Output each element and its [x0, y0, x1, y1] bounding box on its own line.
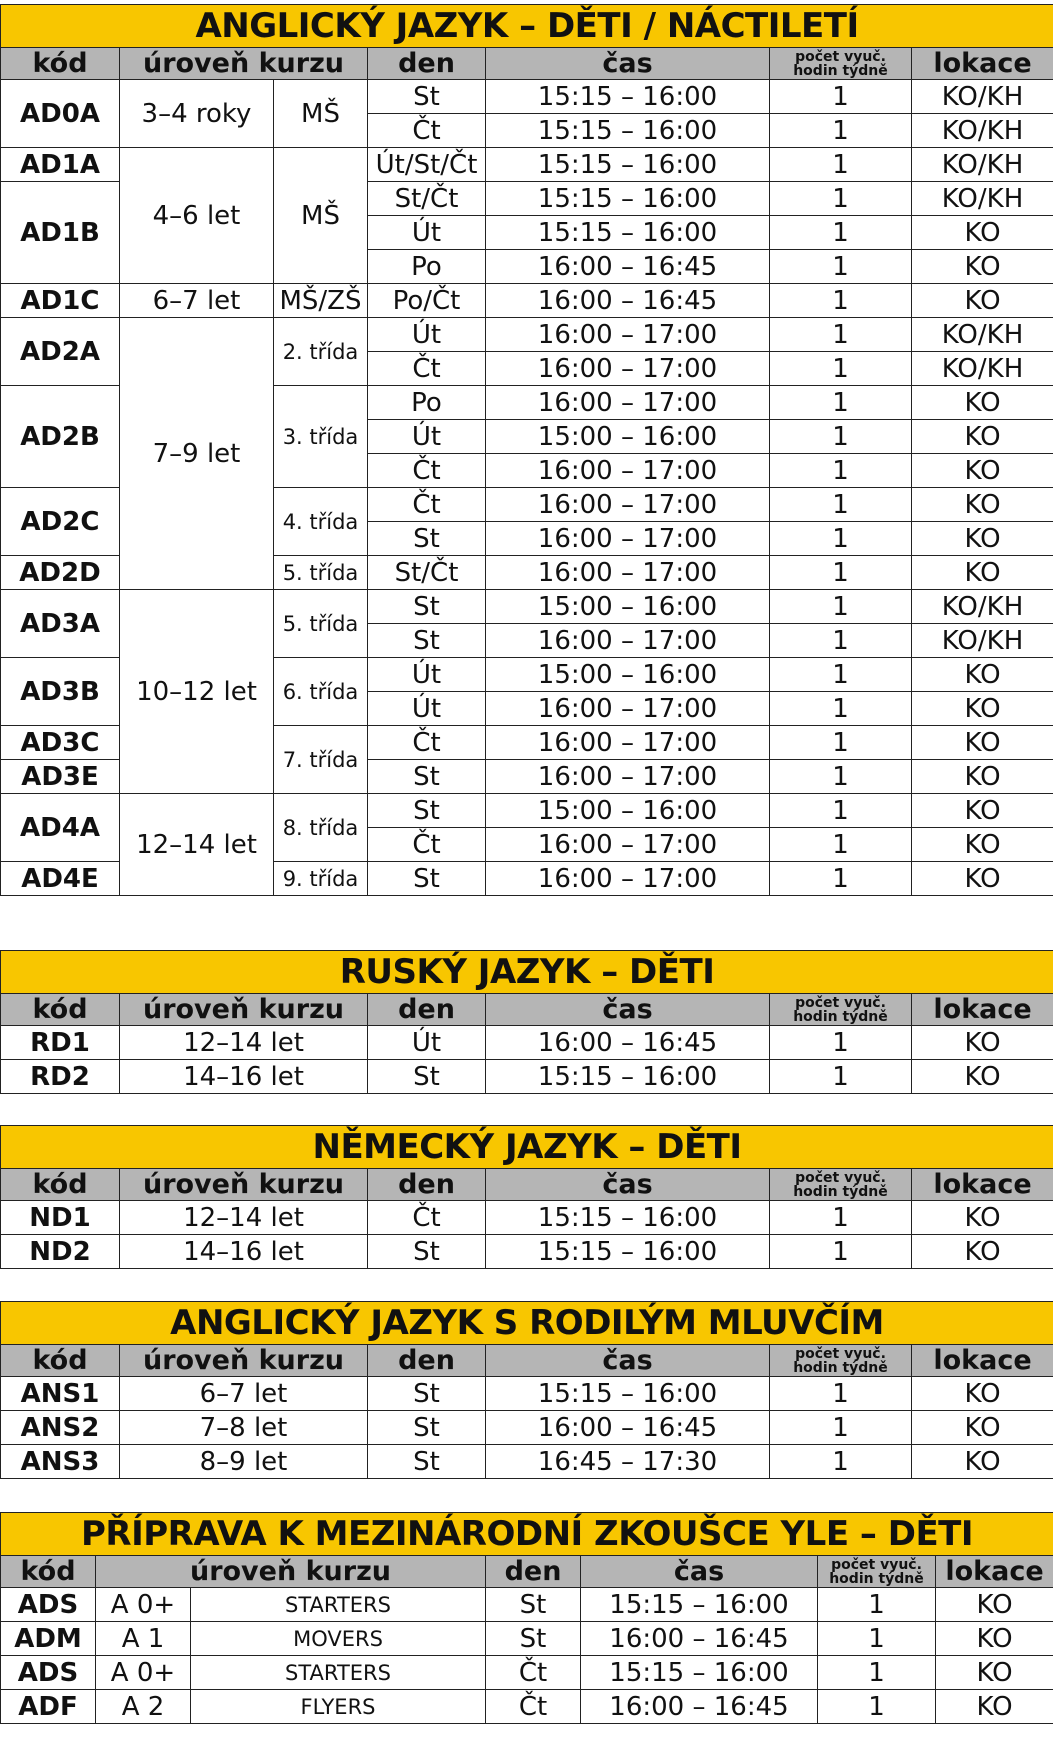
location: KO — [912, 488, 1053, 522]
course-code: RD1 — [1, 1026, 120, 1060]
day: St — [368, 522, 486, 556]
course-code: ADF — [1, 1690, 96, 1724]
day: St — [368, 590, 486, 624]
day: Po — [368, 386, 486, 420]
day: St — [368, 862, 486, 896]
location: KO — [912, 760, 1053, 794]
section-title: NĚMECKÝ JAZYK – DĚTI — [1, 1126, 1053, 1169]
table-row — [1, 1445, 1053, 1479]
time: 16:00 – 17:00 — [486, 862, 770, 896]
header-hours: počet vyuč. hodin týdně — [770, 1169, 912, 1201]
day: Út — [368, 420, 486, 454]
location: KO — [912, 420, 1053, 454]
age-range: 12–14 let — [120, 794, 274, 896]
location: KO/KH — [912, 590, 1053, 624]
header-location: lokace — [936, 1556, 1053, 1588]
day: St — [368, 760, 486, 794]
time: 16:00 – 16:45 — [486, 1411, 770, 1445]
hours: 1 — [770, 1060, 912, 1094]
header-hours: počet vyuč. hodin týdně — [770, 1345, 912, 1377]
hours: 1 — [818, 1656, 936, 1690]
school-group: 2. třída — [274, 318, 368, 386]
header-level: úroveň kurzu — [96, 1556, 486, 1588]
course-code: AD2A — [1, 318, 120, 386]
table-row — [1, 1060, 1053, 1094]
hours: 1 — [770, 862, 912, 896]
exam-name: STARTERS — [191, 1656, 486, 1690]
exam-name: MOVERS — [191, 1622, 486, 1656]
day: Út/St/Čt — [368, 148, 486, 182]
hours: 1 — [770, 216, 912, 250]
location: KO/KH — [912, 624, 1053, 658]
course-code: ND2 — [1, 1235, 120, 1269]
header-time: čas — [486, 1345, 770, 1377]
day: St/Čt — [368, 182, 486, 216]
location: KO — [912, 726, 1053, 760]
time: 16:00 – 17:00 — [486, 488, 770, 522]
location: KO — [912, 1377, 1053, 1411]
time: 15:00 – 16:00 — [486, 794, 770, 828]
day: St — [368, 1411, 486, 1445]
day: Po/Čt — [368, 284, 486, 318]
location: KO — [912, 794, 1053, 828]
location: KO — [912, 862, 1053, 896]
russian-children-table — [0, 950, 1053, 1094]
age-range: 6–7 let — [120, 284, 274, 318]
school-group: 5. třída — [274, 556, 368, 590]
table-row — [1, 1026, 1053, 1060]
course-code: ADM — [1, 1622, 96, 1656]
time: 16:00 – 17:00 — [486, 726, 770, 760]
section-title: RUSKÝ JAZYK – DĚTI — [1, 951, 1053, 994]
section-yle-exam — [0, 1512, 1053, 1724]
hours: 1 — [770, 658, 912, 692]
time: 16:00 – 17:00 — [486, 624, 770, 658]
header-time: čas — [486, 1169, 770, 1201]
hours: 1 — [770, 624, 912, 658]
age-range: 7–9 let — [120, 318, 274, 590]
location: KO — [912, 1235, 1053, 1269]
level: 8–9 let — [120, 1445, 368, 1479]
day: Út — [368, 318, 486, 352]
school-group: 7. třída — [274, 726, 368, 794]
school-group: 9. třída — [274, 862, 368, 896]
table-row — [1, 1235, 1053, 1269]
course-code: ANS3 — [1, 1445, 120, 1479]
header-hours: počet vyuč. hodin týdně — [770, 994, 912, 1026]
school-group: 5. třída — [274, 590, 368, 658]
english-native-table — [0, 1301, 1053, 1479]
hours: 1 — [770, 1026, 912, 1060]
course-code: AD2D — [1, 556, 120, 590]
header-level: úroveň kurzu — [120, 48, 368, 80]
header-hours: počet vyuč. hodin týdně — [818, 1556, 936, 1588]
location: KO — [936, 1622, 1053, 1656]
german-children-table — [0, 1125, 1053, 1269]
time: 15:15 – 16:00 — [486, 80, 770, 114]
table-row — [1, 1377, 1053, 1411]
header-location: lokace — [912, 48, 1053, 80]
hours: 1 — [770, 114, 912, 148]
day: St — [368, 1235, 486, 1269]
course-code: ANS1 — [1, 1377, 120, 1411]
day: Út — [368, 216, 486, 250]
day: Čt — [368, 1201, 486, 1235]
location: KO/KH — [912, 318, 1053, 352]
hours: 1 — [770, 80, 912, 114]
course-code: AD3E — [1, 760, 120, 794]
time: 15:15 – 16:00 — [486, 1201, 770, 1235]
header-code: kód — [1, 1345, 120, 1377]
time: 16:00 – 17:00 — [486, 386, 770, 420]
header-day: den — [368, 1345, 486, 1377]
time: 15:15 – 16:00 — [486, 114, 770, 148]
day: Čt — [368, 488, 486, 522]
header-level: úroveň kurzu — [120, 1169, 368, 1201]
location: KO — [912, 1445, 1053, 1479]
time: 16:00 – 17:00 — [486, 522, 770, 556]
day: Čt — [368, 114, 486, 148]
location: KO — [912, 1060, 1053, 1094]
hours: 1 — [770, 318, 912, 352]
location: KO — [936, 1656, 1053, 1690]
location: KO — [912, 692, 1053, 726]
school-group: 3. třída — [274, 386, 368, 488]
hours: 1 — [770, 182, 912, 216]
level: 14–16 let — [120, 1060, 368, 1094]
yle-exam-table — [0, 1512, 1053, 1724]
day: St — [368, 80, 486, 114]
course-code: ND1 — [1, 1201, 120, 1235]
time: 16:00 – 17:00 — [486, 318, 770, 352]
time: 16:00 – 16:45 — [581, 1622, 818, 1656]
hours: 1 — [770, 828, 912, 862]
course-code: AD2B — [1, 386, 120, 488]
section-english-children — [0, 4, 1053, 896]
cefr-level: A 2 — [96, 1690, 191, 1724]
cefr-level: A 0+ — [96, 1656, 191, 1690]
table-row — [1, 590, 1053, 624]
school-group: MŠ — [274, 80, 368, 148]
day: St — [368, 794, 486, 828]
header-level: úroveň kurzu — [120, 1345, 368, 1377]
location: KO — [912, 250, 1053, 284]
hours: 1 — [770, 250, 912, 284]
course-code: ADS — [1, 1588, 96, 1622]
location: KO — [912, 658, 1053, 692]
day: Čt — [368, 726, 486, 760]
location: KO — [936, 1588, 1053, 1622]
course-code: RD2 — [1, 1060, 120, 1094]
day: Út — [368, 1026, 486, 1060]
hours: 1 — [770, 454, 912, 488]
age-range: 3–4 roky — [120, 80, 274, 148]
time: 15:00 – 16:00 — [486, 590, 770, 624]
hours: 1 — [770, 1235, 912, 1269]
day: Čt — [368, 828, 486, 862]
hours: 1 — [770, 386, 912, 420]
hours: 1 — [770, 556, 912, 590]
header-day: den — [368, 1169, 486, 1201]
time: 16:00 – 17:00 — [486, 352, 770, 386]
level: 12–14 let — [120, 1026, 368, 1060]
header-day: den — [368, 994, 486, 1026]
time: 16:00 – 16:45 — [486, 1026, 770, 1060]
course-code: AD1B — [1, 182, 120, 284]
time: 16:00 – 16:45 — [581, 1690, 818, 1724]
location: KO — [936, 1690, 1053, 1724]
header-code: kód — [1, 1169, 120, 1201]
day: Út — [368, 658, 486, 692]
table-row — [1, 1411, 1053, 1445]
course-code: AD3C — [1, 726, 120, 760]
location: KO — [912, 386, 1053, 420]
section-title: ANGLICKÝ JAZYK S RODILÝM MLUVČÍM — [1, 1302, 1053, 1345]
course-code: AD1C — [1, 284, 120, 318]
hours: 1 — [770, 590, 912, 624]
location: KO — [912, 828, 1053, 862]
exam-name: STARTERS — [191, 1588, 486, 1622]
time: 16:00 – 17:00 — [486, 556, 770, 590]
time: 15:15 – 16:00 — [486, 1235, 770, 1269]
table-row — [1, 1201, 1053, 1235]
time: 15:15 – 16:00 — [581, 1588, 818, 1622]
day: St — [368, 1060, 486, 1094]
cefr-level: A 0+ — [96, 1588, 191, 1622]
header-code: kód — [1, 48, 120, 80]
location: KO/KH — [912, 182, 1053, 216]
location: KO — [912, 556, 1053, 590]
hours: 1 — [770, 1445, 912, 1479]
table-row — [1, 284, 1053, 318]
header-day: den — [368, 48, 486, 80]
hours: 1 — [770, 352, 912, 386]
hours: 1 — [770, 760, 912, 794]
hours: 1 — [770, 420, 912, 454]
time: 15:15 – 16:00 — [581, 1656, 818, 1690]
level: 12–14 let — [120, 1201, 368, 1235]
hours: 1 — [770, 794, 912, 828]
day: Čt — [486, 1690, 581, 1724]
time: 15:15 – 16:00 — [486, 216, 770, 250]
time: 16:00 – 17:00 — [486, 828, 770, 862]
header-hours: počet vyuč. hodin týdně — [770, 48, 912, 80]
time: 16:00 – 17:00 — [486, 760, 770, 794]
day: Po — [368, 250, 486, 284]
hours: 1 — [818, 1622, 936, 1656]
course-code: ANS2 — [1, 1411, 120, 1445]
time: 16:00 – 16:45 — [486, 284, 770, 318]
location: KO — [912, 1201, 1053, 1235]
time: 16:00 – 17:00 — [486, 454, 770, 488]
table-row — [1, 148, 1053, 182]
cefr-level: A 1 — [96, 1622, 191, 1656]
hours: 1 — [770, 284, 912, 318]
english-children-table — [0, 4, 1053, 896]
header-time: čas — [581, 1556, 818, 1588]
day: Čt — [368, 352, 486, 386]
time: 15:00 – 16:00 — [486, 420, 770, 454]
table-row — [1, 1690, 1053, 1724]
hours: 1 — [770, 522, 912, 556]
location: KO — [912, 216, 1053, 250]
day: St — [486, 1588, 581, 1622]
day: Čt — [486, 1656, 581, 1690]
location: KO — [912, 1026, 1053, 1060]
time: 16:00 – 16:45 — [486, 250, 770, 284]
header-code: kód — [1, 994, 120, 1026]
hours: 1 — [770, 726, 912, 760]
hours: 1 — [770, 148, 912, 182]
course-code: AD3A — [1, 590, 120, 658]
section-title: ANGLICKÝ JAZYK – DĚTI / NÁCTILETÍ — [1, 5, 1053, 48]
school-group: MŠ — [274, 148, 368, 284]
location: KO — [912, 284, 1053, 318]
hours: 1 — [770, 488, 912, 522]
time: 16:45 – 17:30 — [486, 1445, 770, 1479]
hours: 1 — [770, 1377, 912, 1411]
time: 15:15 – 16:00 — [486, 182, 770, 216]
header-time: čas — [486, 994, 770, 1026]
table-row — [1, 794, 1053, 828]
location: KO/KH — [912, 352, 1053, 386]
course-code: AD4A — [1, 794, 120, 862]
course-code: AD4E — [1, 862, 120, 896]
location: KO — [912, 1411, 1053, 1445]
course-code: AD3B — [1, 658, 120, 726]
section-english-native — [0, 1301, 1053, 1479]
day: St — [368, 624, 486, 658]
level: 7–8 let — [120, 1411, 368, 1445]
table-row — [1, 1656, 1053, 1690]
school-group: 6. třída — [274, 658, 368, 726]
header-location: lokace — [912, 994, 1053, 1026]
location: KO/KH — [912, 80, 1053, 114]
table-row — [1, 1588, 1053, 1622]
hours: 1 — [818, 1588, 936, 1622]
day: St — [368, 1445, 486, 1479]
course-code: ADS — [1, 1656, 96, 1690]
location: KO/KH — [912, 148, 1053, 182]
age-range: 4–6 let — [120, 148, 274, 284]
location: KO — [912, 522, 1053, 556]
table-row — [1, 1622, 1053, 1656]
exam-name: FLYERS — [191, 1690, 486, 1724]
age-range: 10–12 let — [120, 590, 274, 794]
section-german-children — [0, 1125, 1053, 1269]
hours: 1 — [770, 1411, 912, 1445]
school-group: MŠ/ZŠ — [274, 284, 368, 318]
header-code: kód — [1, 1556, 96, 1588]
header-time: čas — [486, 48, 770, 80]
time: 15:15 – 16:00 — [486, 1060, 770, 1094]
time: 15:15 – 16:00 — [486, 148, 770, 182]
school-group: 8. třída — [274, 794, 368, 862]
header-location: lokace — [912, 1345, 1053, 1377]
time: 16:00 – 17:00 — [486, 692, 770, 726]
school-group: 4. třída — [274, 488, 368, 556]
table-row — [1, 318, 1053, 352]
location: KO/KH — [912, 114, 1053, 148]
day: St/Čt — [368, 556, 486, 590]
day: St — [368, 1377, 486, 1411]
header-location: lokace — [912, 1169, 1053, 1201]
day: Út — [368, 692, 486, 726]
hours: 1 — [818, 1690, 936, 1724]
course-code: AD2C — [1, 488, 120, 556]
day: Čt — [368, 454, 486, 488]
course-code: AD0A — [1, 80, 120, 148]
table-row — [1, 80, 1053, 114]
header-level: úroveň kurzu — [120, 994, 368, 1026]
header-day: den — [486, 1556, 581, 1588]
section-russian-children — [0, 950, 1053, 1094]
course-code: AD1A — [1, 148, 120, 182]
time: 15:15 – 16:00 — [486, 1377, 770, 1411]
hours: 1 — [770, 1201, 912, 1235]
level: 6–7 let — [120, 1377, 368, 1411]
day: St — [486, 1622, 581, 1656]
hours: 1 — [770, 692, 912, 726]
time: 15:00 – 16:00 — [486, 658, 770, 692]
level: 14–16 let — [120, 1235, 368, 1269]
location: KO — [912, 454, 1053, 488]
section-title: PŘÍPRAVA K MEZINÁRODNÍ ZKOUŠCE YLE – DĚTI — [1, 1513, 1053, 1556]
